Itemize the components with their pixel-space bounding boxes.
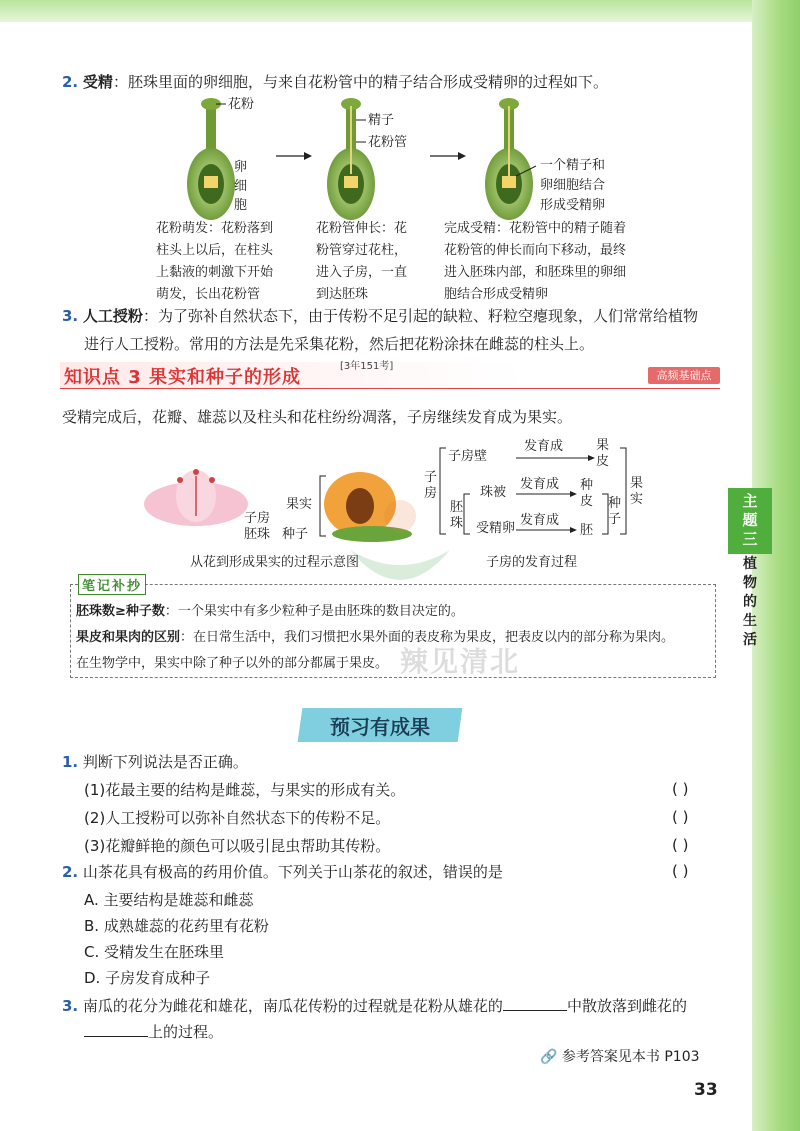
item-number: 2. [62, 73, 79, 91]
label-peizhu: 胚珠 [244, 527, 271, 542]
theme-tab [728, 488, 772, 554]
label-guoshi: 果实 [286, 497, 313, 512]
item-text: ：为了弥补自然状态下，由于传粉不足引起的缺粒、籽粒空瘪现象，人们常常给植物 [142, 307, 698, 325]
page-number: 33 [694, 1080, 718, 1100]
item-text: ：胚珠里面的卵细胞，与来自花粉管中的精子结合形成受精卵的过程如下。 [112, 73, 608, 91]
caption-right: 子房的发育过程 [486, 555, 578, 570]
section-banner-text: 预习有成果 [330, 715, 430, 739]
q1-answer-2[interactable]: ( ) [672, 808, 689, 826]
theme-char: 三 [742, 530, 758, 548]
label-guopi: 果皮 [596, 438, 610, 469]
item2-line [62, 72, 608, 92]
label-fertilized: 一个精子和 卵细胞结合 形成受精卵 [540, 158, 606, 213]
label-tube: 花粉管 [368, 135, 408, 150]
subject-char: 活 [743, 632, 757, 648]
label-zhubei: 珠被 [480, 485, 507, 500]
subject-char: 植 [743, 556, 757, 572]
q2-option-c[interactable]: C. 受精发生在胚珠里 [84, 943, 225, 961]
item3-line1 [62, 306, 698, 326]
q1-item-2: (2)人工授粉可以弥补自然状态下的传粉不足。 [84, 809, 391, 827]
label-r-guoshi: 果实 [630, 476, 644, 507]
pistil-stage-3 [485, 98, 533, 220]
q2-answer[interactable]: ( ) [672, 862, 689, 880]
label-zhongzi: 种子 [282, 527, 309, 542]
caption-stage-2: 花粉管伸长：花 粉管穿过花柱， 进入子房，一直 到达胚珠 [316, 221, 408, 302]
q3-line2: 上的过程。 [84, 1022, 223, 1042]
subject-char: 生 [743, 613, 757, 629]
subject-label [738, 555, 762, 650]
item-term: 受精 [82, 73, 113, 91]
label-pei: 胚 [580, 523, 594, 538]
caption-stage-3: 完成受精：花粉管中的精子随着 花粉管的伸长而向下移动，最终 进入胚珠内部，和胚珠里的卵细 胞结合形成受精卵 [444, 221, 627, 302]
link-icon: 🔗 [540, 1049, 558, 1065]
label-zifang: 子房 [244, 511, 271, 526]
q2-stem: 2. 山茶花具有极高的药用价值。下列关于山茶花的叙述，错误的是 [62, 863, 503, 881]
q3-blank-2[interactable] [84, 1036, 148, 1037]
label-r-zifang: 子房 [424, 470, 438, 501]
label-r-zhongzi: 种子 [608, 496, 622, 527]
note-label: 笔记补抄 [78, 574, 146, 595]
item-number: 3. [62, 307, 79, 325]
q1-answer-3[interactable]: ( ) [672, 836, 689, 854]
label-egg: 卵 细 胞 [234, 160, 248, 213]
knowledge-title: 知识点 3 果实和种子的形成 [64, 367, 302, 388]
subject-char: 物 [743, 575, 757, 591]
item3-line2: 进行人工授粉。常用的方法是先采集花粉，然后把花粉涂抹在雌蕊的柱头上。 [84, 335, 595, 353]
label-r-peizhu: 胚珠 [450, 500, 464, 531]
theme-char: 题 [742, 511, 758, 529]
q3-line1: 3. 南瓜的花分为雌花和雄花，南瓜花传粉的过程就是花粉从雄花的 中散放落到雌花的 [62, 997, 687, 1015]
label-develop-1: 发育成 [524, 439, 564, 454]
q2-option-d[interactable]: D. 子房发育成种子 [84, 969, 211, 987]
label-develop-2: 发育成 [520, 477, 560, 492]
subject-char: 的 [743, 594, 757, 610]
q1-item-3: (3)花瓣鲜艳的颜色可以吸引昆虫帮助其传粉。 [84, 837, 391, 855]
answer-reference: 🔗 参考答案见本书 P103 [540, 1049, 700, 1065]
q1-answer-1[interactable]: ( ) [672, 780, 689, 798]
q2-option-a[interactable]: A. 主要结构是雄蕊和雌蕊 [84, 891, 254, 909]
label-develop-3: 发育成 [520, 513, 560, 528]
top-decor-stripe [0, 0, 800, 22]
q1-stem: 1. 判断下列说法是否正确。 [62, 753, 248, 771]
knowledge-sup: [3年151考] [340, 361, 394, 372]
note-line-1: 胚珠数≥种子数：一个果实中有多少粒种子是由胚珠的数目决定的。 [76, 604, 464, 619]
fertilization-figure [180, 96, 700, 226]
q2-option-b[interactable]: B. 成熟雄蕊的花药里有花粉 [84, 917, 269, 935]
watermark-text: 辣见清北 [400, 645, 521, 678]
note-line-2: 果皮和果肉的区别：在日常生活中，我们习惯把水果外面的表皮称为果皮，把表皮以内的部分称为果肉。 [76, 630, 675, 645]
q1-item-1: (1)花最主要的结构是雌蕊，与果实的形成有关。 [84, 781, 406, 799]
note-line-3: 在生物学中，果实中除了种子以外的部分都属于果皮。 [76, 656, 389, 671]
intro-text: 受精完成后，花瓣、雄蕊以及柱头和花柱纷纷凋落，子房继续发育成为果实。 [62, 408, 573, 426]
knowledge-tag: 高频基础点 [648, 367, 720, 384]
label-shoujingluan: 受精卵 [476, 521, 516, 536]
label-zhongpi: 种皮 [580, 478, 594, 509]
label-zifangbi: 子房壁 [448, 449, 488, 464]
item-term: 人工授粉 [82, 307, 143, 325]
caption-left: 从花到形成果实的过程示意图 [190, 555, 360, 570]
label-pollen: 花粉 [228, 97, 255, 112]
label-sperm: 精子 [368, 113, 395, 128]
theme-char: 主 [742, 492, 758, 510]
pistil-stage-1 [187, 98, 235, 220]
caption-stage-1: 花粉萌发：花粉落到 柱头上以后，在柱头 上黏液的刺激下开始 萌发，长出花粉管 [156, 221, 274, 302]
q3-blank-1[interactable] [503, 1010, 567, 1011]
